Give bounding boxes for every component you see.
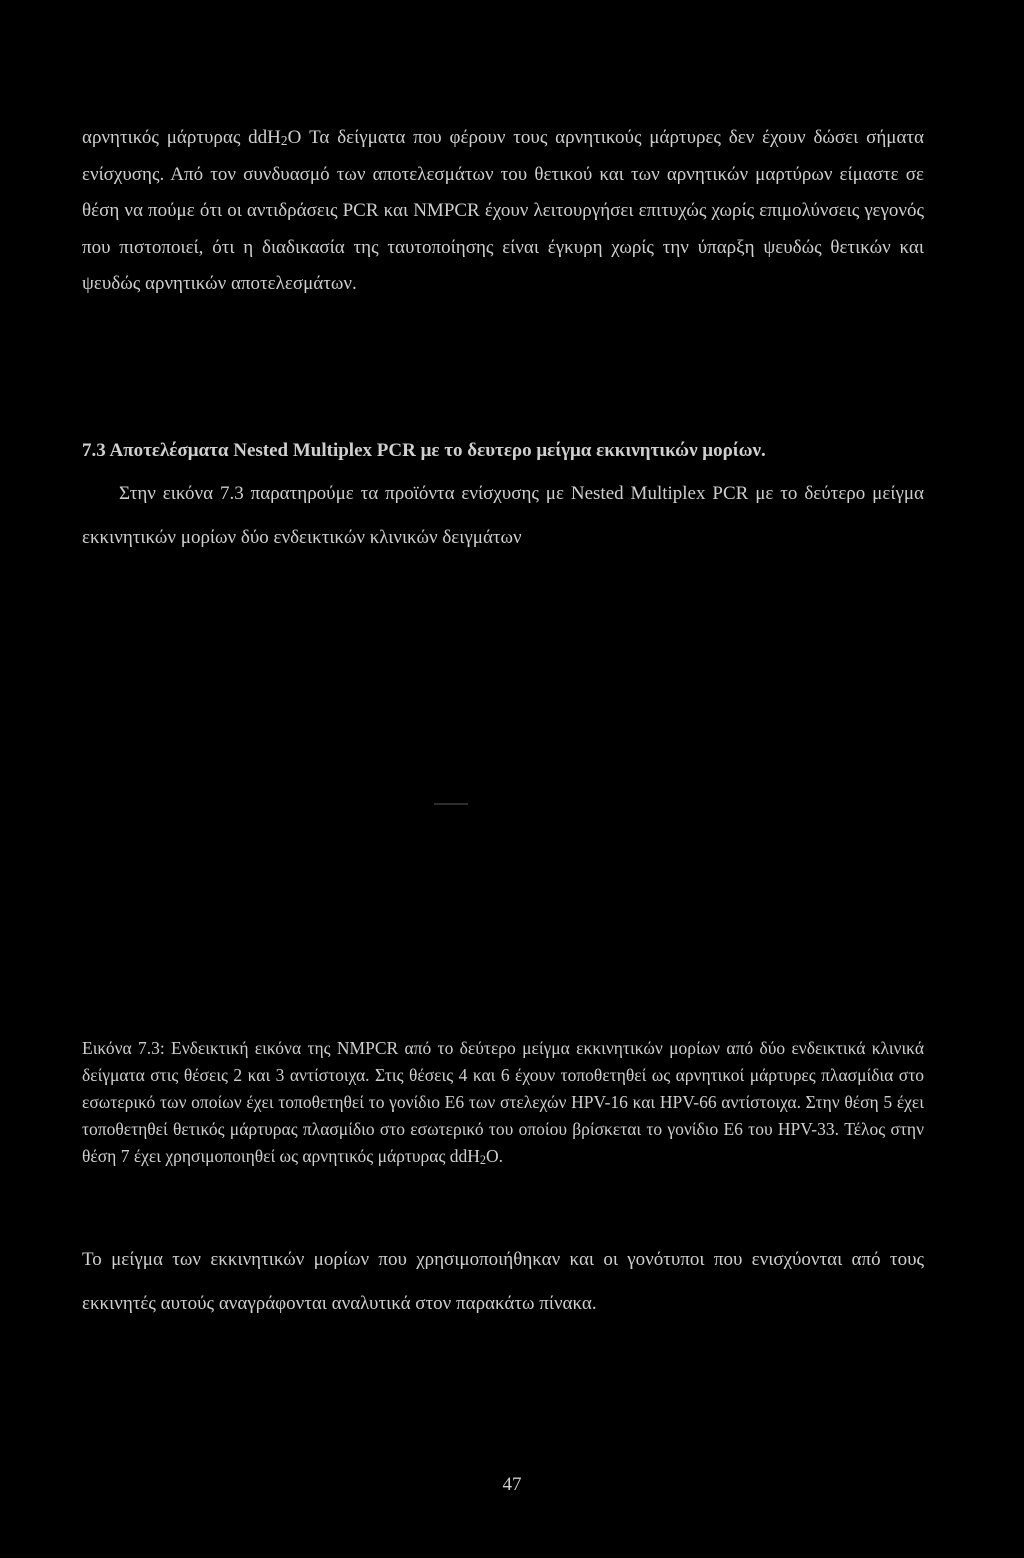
paragraph-1-start: αρνητικός μάρτυρας ddH <box>82 127 281 148</box>
figure-caption-rest: O. <box>486 1146 504 1166</box>
figure-caption-start: Εικόνα 7.3: Ενδεικτική εικόνα της NMPCR από το δεύτερο μείγμα εκκινητικών μορίων από δύο ενδεικτικά κλινικά δείγματα στις θέσεις 2 και 3 αντίστοιχα. Στις θέσεις 4 και 6 έχουν τοποθετηθεί ως αρνητικοί μάρτυρες πλασμίδια στο εσωτερικό των οποίων έχει τοποθετηθεί το γονίδιο Ε6 των στελεχών HPV-16 και HPV-66 αντίστοιχα. Στην θέση 5 έχει τοποθετηθεί θετικός μάρτυρας πλασμίδιο στο εσωτερικό του οποίου βρίσκεται το γονίδιο Ε6 του HPV-33. Τέλος στην θέση 7 έχει χρησιμοποιηθεί ως αρνητικός μάρτυρας ddH <box>82 1038 924 1166</box>
section-heading: 7.3 Αποτελέσματα Nested Multiplex PCR με το δευτερο μείγμα εκκινητικών μορίων. <box>82 440 766 461</box>
figure-caption-subscript: 2 <box>479 1152 487 1167</box>
paragraph-2: Στην εικόνα 7.3 παρατηρούμε τα προϊόντα ενίσχυσης με Nested Multiplex PCR με το δεύτερο μείγμα εκκινητικών μορίων δύο ενδεικτικών κλινικών δειγμάτων <box>82 483 924 548</box>
paragraph-1-subscript: 2 <box>280 132 288 148</box>
paragraph-1-rest: O Τα δείγματα που φέρουν τους αρνητικούς μάρτυρες δεν έχουν δώσει σήματα ενίσχυσης. Από τον συνδυασμό των αποτελεσμάτων του θετικού και των αρνητικών μαρτύρων είμαστε σε θέση να πούμε ότι οι αντιδράσεις PCR και NMPCR έχουν λειτουργήσει επιτυχώς χωρίς επιμολύνσεις γεγονός που πιστοποιεί, ότι η διαδικασία της ταυτοποίησης είναι έγκυρη χωρίς την ύπαρξη ψευδώς θετικών και ψευδώς αρνητικών αποτελεσμάτων. <box>82 127 924 294</box>
paragraph-1 <box>82 120 924 303</box>
figure-caption <box>82 1035 924 1170</box>
gel-image-figure <box>82 600 924 1030</box>
gel-image-artifact <box>434 803 468 805</box>
page-number: 47 <box>502 1474 522 1495</box>
paragraph-3: Το μείγμα των εκκινητικών μορίων που χρησιμοποιήθηκαν και οι γονότυποι που ενισχύονται από τους εκκινητές αυτούς αναγράφονται αναλυτικά στον παρακάτω πίνακα. <box>82 1249 924 1314</box>
